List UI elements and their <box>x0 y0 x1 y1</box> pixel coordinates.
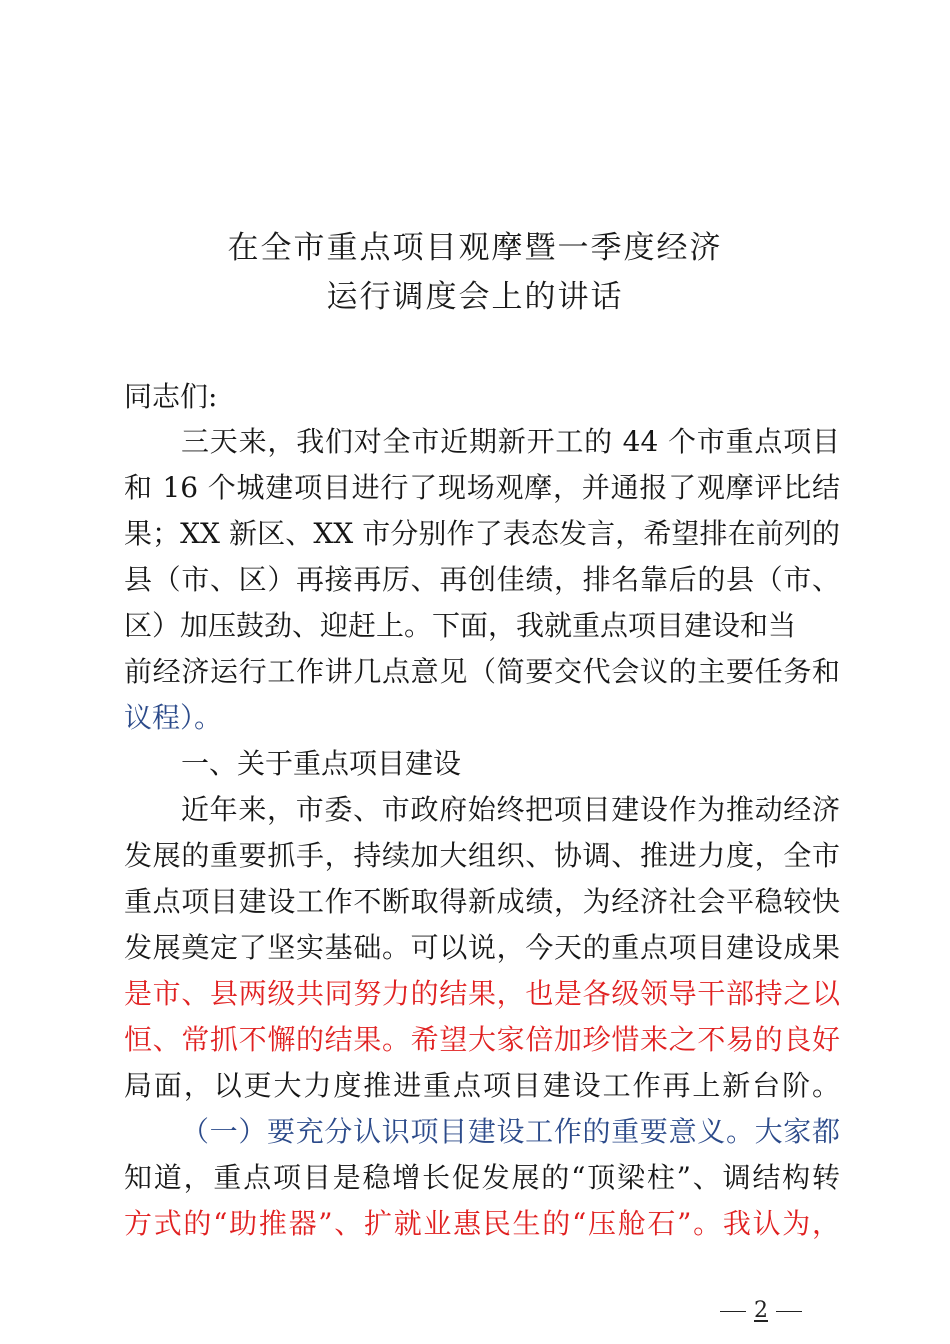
paragraph-line: 议程）。 <box>124 701 223 734</box>
paragraph-line: 县（市、区）再接再厉、再创佳绩，排名靠后的县（市、 <box>124 563 840 596</box>
paragraph-line: 近年来，市委、市政府始终把项目建设作为推动经济 <box>181 793 840 826</box>
salutation: 同志们: <box>124 380 218 413</box>
paragraph-line: 局面，以更大力度推进重点项目建设工作再上新台阶。 <box>124 1069 840 1102</box>
paragraph-line: 果；XX 新区、XX 市分别作了表态发言，希望排在前列的 <box>124 517 840 550</box>
paragraph-line: 知道，重点项目是稳增长促发展的“顶梁柱”、调结构转 <box>124 1161 840 1194</box>
paragraph-line: 和 16 个城建项目进行了现场观摩，并通报了观摩评比结 <box>124 471 840 504</box>
paragraph-line: 前经济运行工作讲几点意见（简要交代会议的主要任务和 <box>124 655 840 688</box>
paragraph-line: 发展奠定了坚实基础。可以说，今天的重点项目建设成果 <box>124 931 840 964</box>
paragraph-line: 三天来，我们对全市近期新开工的 44 个市重点项目 <box>181 425 840 458</box>
paragraph-line: 区）加压鼓劲、迎赶上。下面，我就重点项目建设和当 <box>124 609 797 642</box>
document-title-line-1: 在全市重点项目观摩暨一季度经济 <box>227 230 723 266</box>
footer-dash-right <box>776 1311 802 1312</box>
page-footer <box>712 1298 810 1323</box>
paragraph-line-emphasis: 是市、县两级共同努力的结果，也是各级领导干部持之以 <box>124 977 840 1010</box>
document-title-line-2: 运行调度会上的讲话 <box>326 279 624 315</box>
section-heading: 一、关于重点项目建设 <box>181 747 462 780</box>
paragraph-line: 重点项目建设工作不断取得新成绩，为经济社会平稳较快 <box>124 885 840 918</box>
paragraph-line-emphasis: 恒、常抓不懈的结果。希望大家倍加珍惜来之不易的良好 <box>124 1023 840 1056</box>
paragraph-line: 发展的重要抓手，持续加大组织、协调、推进力度，全市 <box>124 839 840 872</box>
subsection-heading-line: （一）要充分认识项目建设工作的重要意义。大家都 <box>181 1115 840 1148</box>
paragraph-line-emphasis: 方式的“助推器”、扩就业惠民生的“压舱石”。我认为， <box>124 1207 840 1240</box>
footer-dash-left <box>720 1311 746 1312</box>
page-number: 2 <box>754 1298 768 1323</box>
